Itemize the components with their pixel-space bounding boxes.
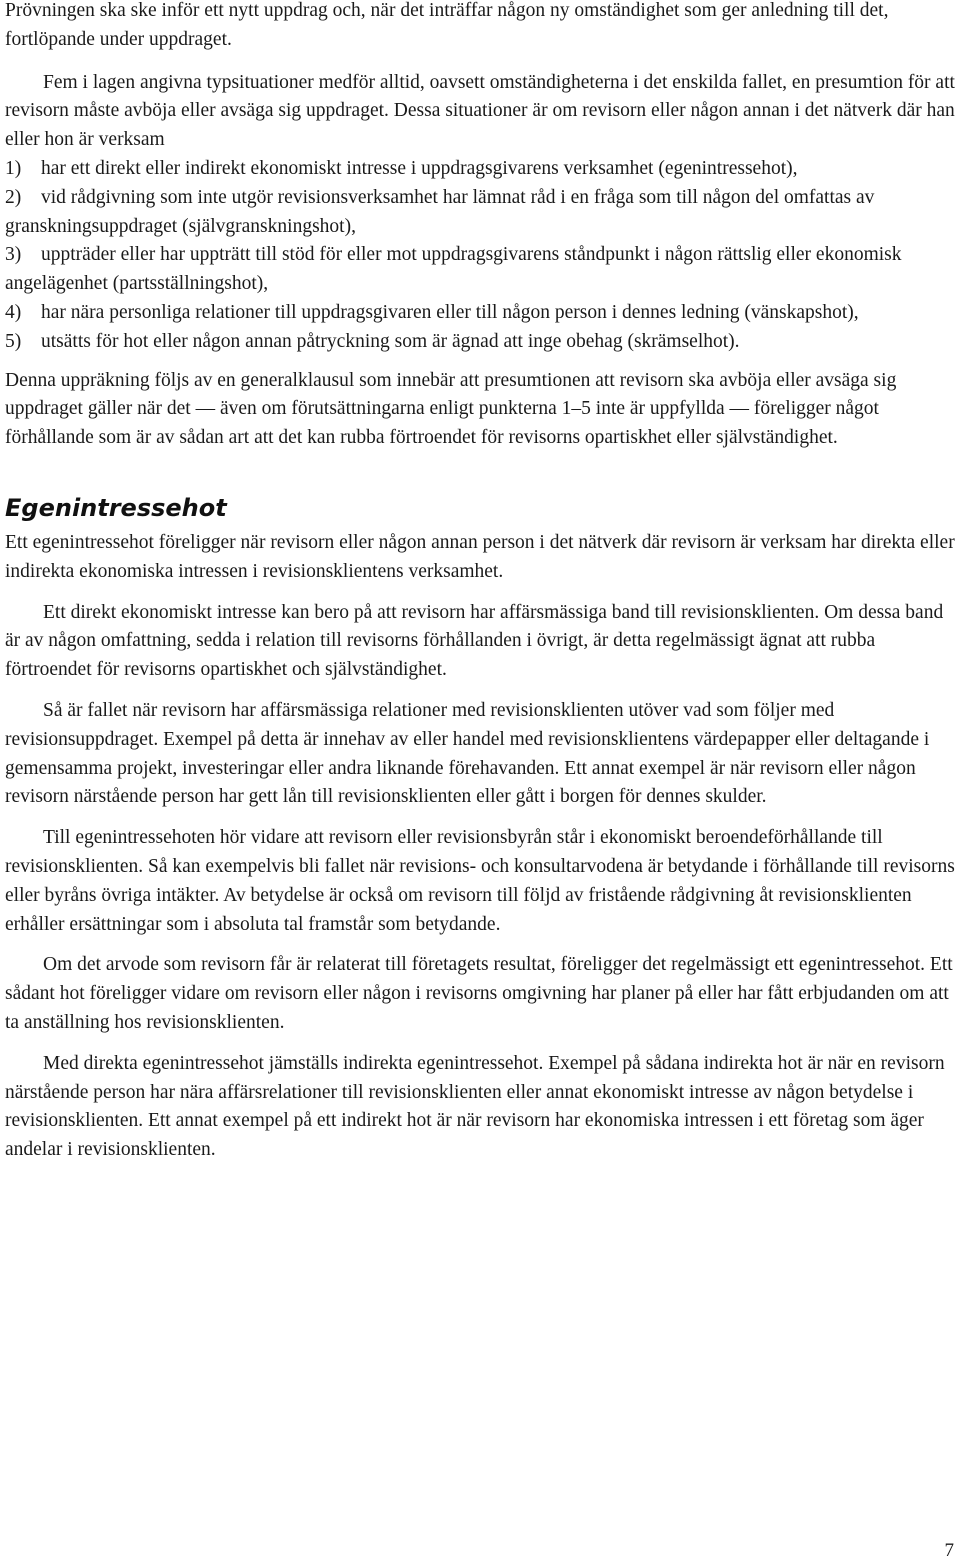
list-item-text: vid rådgivning som inte utgör revisionsverksamhet har lämnat råd i en fråga som till någon del omfattas av granskningsuppdraget (självgranskningshot), <box>5 186 875 237</box>
list-item-text: har ett direkt eller indirekt ekonomiskt intresse i uppdragsgivarens verksamhet (egenintressehot), <box>41 157 798 179</box>
page-number: 7 <box>944 1540 954 1561</box>
section-paragraph: Ett direkt ekonomiskt intresse kan bero på att revisorn har affärsmässiga band till revisionsklienten. Om dessa band är av någon omfattning, sedda i relation till revisorns förhållanden i övrigt, är detta regelmässigt ägnat att rubba förtroendet för revisorns opartiskhet och självständighet. <box>5 601 944 681</box>
section-paragraph: Så är fallet när revisorn har affärsmässiga relationer med revisionsklienten utöver vad som följer med revisionsuppdraget. Exempel på detta är innehav av eller handel med revisionsklientens värdepapper eller deltagande i gemensamma projekt, investeringar eller andra liknande förehavanden. Ett annat exempel är när revisorn eller någon revisorn närstående person har gett lån till revisionsklienten eller gått i borgen för dennes skulder. <box>5 699 930 808</box>
section-paragraph: Till egenintressehoten hör vidare att revisorn eller revisionsbyrån står i ekonomiskt beroendeförhållande till revisionsklienten. Så kan exempelvis bli fallet när revisions- och konsultarvodena är betydande i förhållande till revisorns eller byråns övriga intäkter. Av betydelse är också om revisorn till följd av fristående rådgivning åt revisionsklienten erhåller ersättningar som i absoluta tal framstår som betydande. <box>5 827 955 935</box>
list-item-number: 5) <box>5 330 22 352</box>
list-item-number: 3) <box>5 244 22 266</box>
list-item-number: 4) <box>5 301 22 323</box>
paragraph-presumption: Fem i lagen angivna typsituationer medför alltid, oavsett omständigheterna i det enskilda fallet, en presumtion för att revisorn måste avböja eller avsäga sig uppdraget. Dessa situationer är om revisorn eller någon annan i det nätverk där han eller hon är verksam <box>5 71 955 151</box>
list-item-text: utsätts för hot eller någon annan påtryckning som är ägnad att inge obehag (skrämselhot). <box>41 330 740 352</box>
list-item <box>5 184 955 242</box>
threat-list <box>5 155 955 357</box>
paragraph-general-clause: Denna uppräkning följs av en generalklausul som innebär att presumtionen att revisorn ska avböja eller avsäga sig uppdraget gäller när det — även om förutsättningarna enligt punkterna 1–5 inte är uppfyllda — föreligger något förhållande som är av sådan art att det kan rubba förtroendet för revisorns opartiskhet eller självständighet. <box>5 369 897 449</box>
paragraph-intro: Prövningen ska ske inför ett nytt uppdrag och, när det inträffar någon ny omständighet som ger anledning till det, fortlöpande under uppdraget. <box>5 0 889 50</box>
list-item <box>5 155 955 184</box>
list-item <box>5 299 955 328</box>
list-item <box>5 328 955 357</box>
list-item <box>5 241 955 299</box>
list-item-text: uppträder eller har uppträtt till stöd för eller mot uppdragsgivarens ståndpunkt i någon rättslig eller ekonomisk angelägenhet (partsställningshot), <box>5 244 902 295</box>
section-paragraph: Om det arvode som revisorn får är relaterat till företagets resultat, föreligger det regelmässigt ett egenintressehot. Ett sådant hot föreligger vidare om revisorn eller någon i revisorns omgivning har planer på eller har fått erbjudanden om att ta anställning hos revisionsklienten. <box>5 954 953 1033</box>
list-item-number: 2) <box>5 186 22 208</box>
list-item-text: har nära personliga relationer till uppdragsgivaren eller till någon person i dennes ledning (vänskapshot), <box>41 301 859 323</box>
section-paragraph: Med direkta egenintressehot jämställs indirekta egenintressehot. Exempel på sådana indirekta hot är när en revisorn närstående person har nära affärsrelationer till revisionsklienten eller annat ekonomiskt intresse av någon betydelse i revisionsklienten. Ett annat exempel på ett indirekt hot är när revisorn har ekonomiska intressen i ett företag som äger andelar i revisionsklienten. <box>5 1052 945 1161</box>
section-heading: Egenintressehot <box>5 493 227 522</box>
section-intro-paragraph: Ett egenintressehot föreligger när revisorn eller någon annan person i det nätverk där revisorn är verksam har direkta eller indirekta ekonomiska intressen i revisionsklientens verksamhet. <box>5 531 955 582</box>
document-page <box>5 0 955 1165</box>
list-item-number: 1) <box>5 157 22 179</box>
